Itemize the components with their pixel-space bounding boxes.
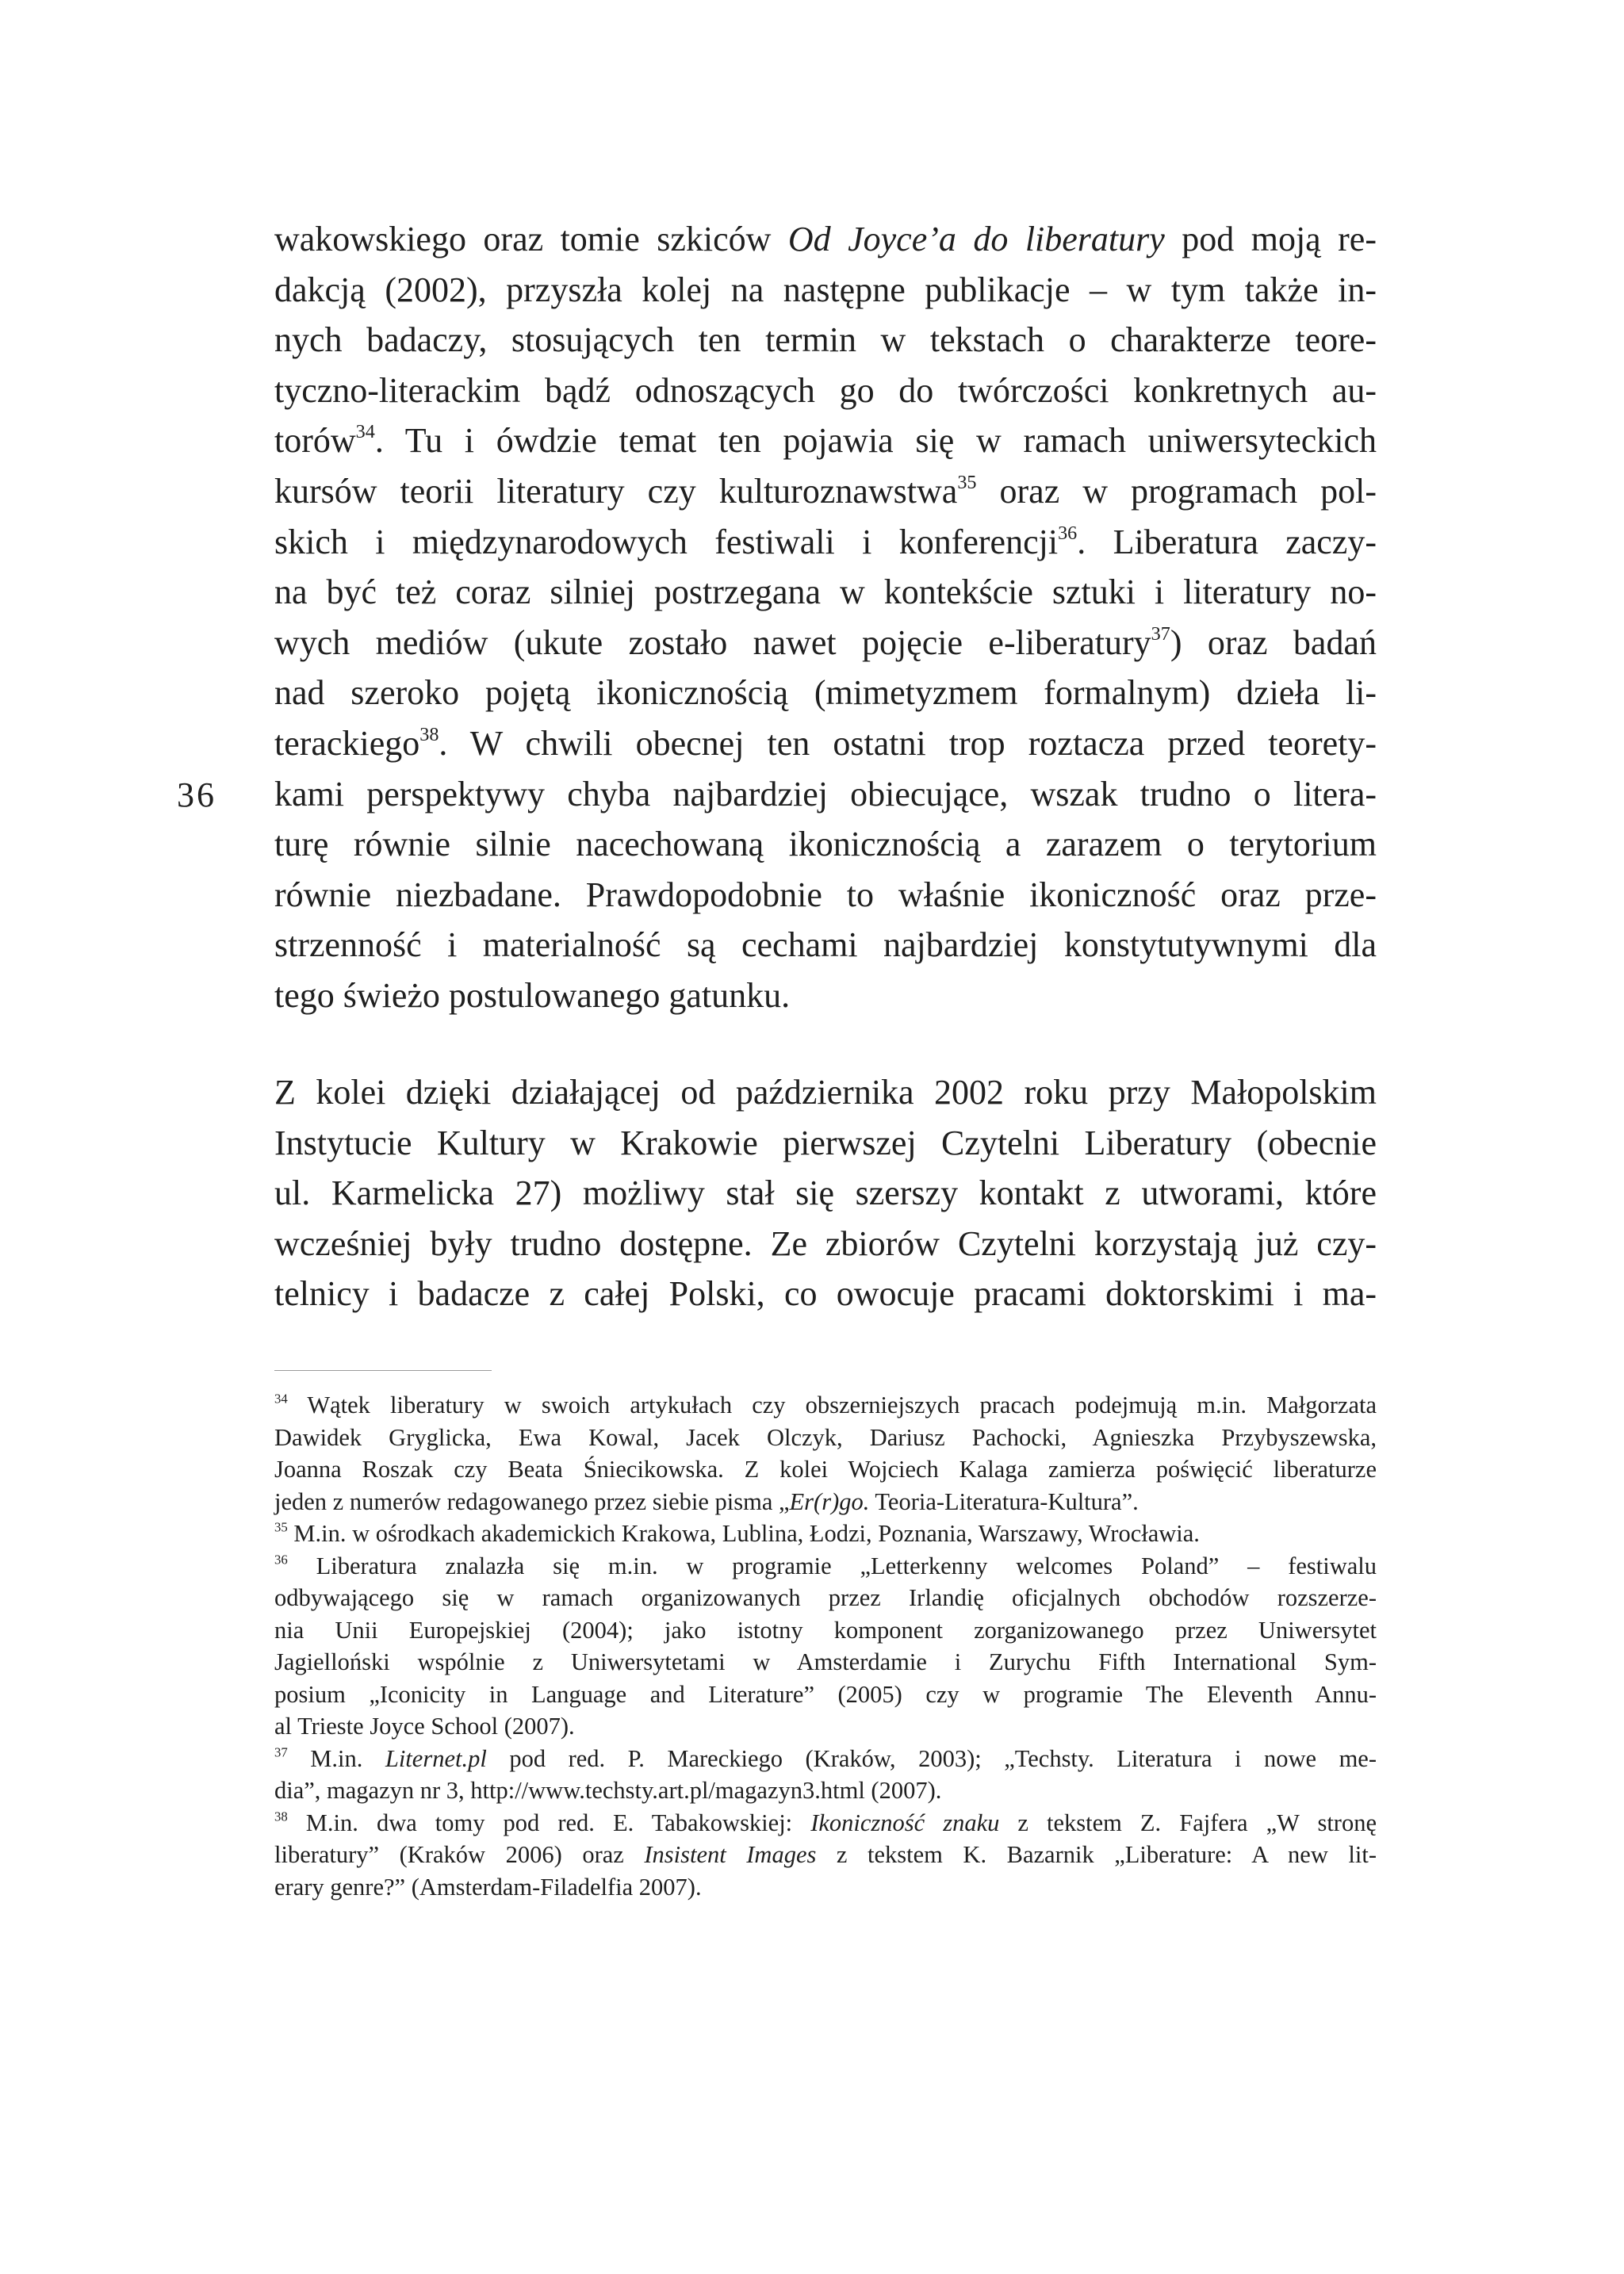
text-line [274,1168,1377,1219]
text-line [274,517,1377,568]
line-text: równie niezbadane. Prawdopodobnie to właśnie ikoniczność oraz prze- [274,875,1377,914]
footnote-number: 34 [274,1391,288,1407]
line-text: M.in. dwa tomy pod red. E. Tabakowskiej: [287,1809,811,1836]
text-line [274,366,1377,416]
line-text: kami perspektywy chyba najbardziej obiecujące, wszak trudno o litera- [274,774,1377,814]
line-text: Joanna Roszak czy Beata Śniecikowska. Z kolei Wojciech Kalaga zamierza poświęcić liberaturze [274,1456,1377,1483]
line-text: odbywającego się w ramach organizowanych przez Irlandię oficjalnych obchodów rozszerze- [274,1584,1377,1611]
line-text: nych badaczy, stosujących ten termin w tekstach o charakterze teore- [274,320,1377,360]
text-line [274,1118,1377,1169]
line-text: Dawidek Gryglicka, Ewa Kowal, Jacek Olczyk, Dariusz Pachocki, Agnieszka Przybyszewska, [274,1423,1377,1451]
footnote-number: 37 [274,1744,288,1759]
line-text: pod red. P. Mareckiego (Kraków, 2003); „Techsty. Literatura i nowe me- [486,1744,1377,1772]
text-line [274,970,1377,1021]
footnote-number: 38 [274,1808,288,1824]
line-text: tego świeżo postulowanego gatunku. [274,975,791,1015]
footnotes [274,1389,1377,1903]
footnote-separator [274,1370,492,1371]
line-text: jeden z numerów redagowanego przez siebie pisma „ [274,1487,790,1515]
text-line [274,870,1377,921]
line-text: z tekstem Z. Fajfera „W stronę [999,1809,1377,1836]
text-line [274,214,1377,265]
line-text: nad szeroko pojętą ikonicznością (mimetyzmem formalnym) dzieła li- [274,673,1377,713]
line-text: liberatury” (Kraków 2006) oraz [274,1841,645,1868]
text-line [274,618,1377,668]
footnote-line [274,1550,1377,1583]
line-text: telnicy i badacze z całej Polski, co owocuje pracami doktorskimi i ma- [274,1274,1377,1314]
line-text: Liberatura znalazła się m.in. w programie „Letterkenny welcomes Poland” – festiwalu [287,1552,1377,1579]
line-text: . W chwili obecnej ten ostatni trop roztacza przed teorety- [439,723,1377,763]
line-text: pod moją re- [1164,220,1377,258]
text-line [274,567,1377,618]
line-text: . Liberatura zaczy- [1077,522,1377,561]
line-text: Jagielloński wspólnie z Uniwersytetami w Amsterdamie i Zurychu Fifth International Sym- [274,1648,1377,1675]
line-text: skich i międzynarodowych festiwali i konferencji [274,522,1059,561]
line-text: Teoria-Literatura-Kultura”. [869,1487,1139,1515]
text-line [274,668,1377,718]
italic-title: Ikoniczność znaku [810,1809,1000,1836]
line-text: Instytucie Kultury w Krakowie pierwszej Czytelni Liberatury (obecnie [274,1123,1377,1162]
footnote-line [274,1614,1377,1647]
italic-title: Od Joyce’a do liberatury [787,220,1165,258]
footnote-reference: 35 [957,471,977,493]
line-text: z tekstem K. Bazarnik „Liberature: A new lit- [816,1841,1377,1868]
line-text: nia Unii Europejskiej (2004); jako istotny komponent zorganizowanego przez Uniwersytet [274,1616,1377,1644]
footnote-line [274,1710,1377,1743]
line-text: strzenność i materialność są cechami najbardziej konstytutywnymi dla [274,925,1377,965]
line-text: M.in. [287,1744,385,1772]
footnote-reference: 36 [1058,522,1078,544]
line-text: Z kolei dzięki działającej od października 2002 roku przy Małopolskim [274,1073,1377,1112]
footnote-line [274,1646,1377,1679]
footnote-line [274,1389,1377,1422]
line-text: . Tu i ówdzie temat ten pojawia się w ramach uniwersyteckich [374,421,1377,461]
line-text: wakowskiego oraz tomie szkiców [274,220,788,258]
footnote-line [274,1422,1377,1454]
text-line [274,718,1377,769]
italic-title: Liternet.pl [385,1744,487,1772]
text-line [274,1219,1377,1269]
text-line [274,920,1377,970]
line-text: posium „Iconicity in Language and Literature” (2005) czy w programie The Eleventh Annu- [274,1680,1377,1708]
text-line [274,466,1377,517]
footnote-line [274,1839,1377,1871]
footnote-line [274,1871,1377,1904]
footnote-reference: 37 [1151,622,1170,645]
text-line [274,415,1377,466]
line-text: dakcją (2002), przyszła kolej na następne publikacje – w tym także in- [274,270,1377,309]
line-text: wcześniej były trudno dostępne. Ze zbiorów Czytelni korzystają już czy- [274,1223,1377,1263]
line-text: M.in. w ośrodkach akademickich Krakowa, Lublina, Łodzi, Poznania, Warszawy, Wrocławia. [287,1520,1200,1547]
line-text: terackiego [274,723,420,763]
footnote-reference: 34 [355,421,375,443]
line-text: turę równie silnie nacechowaną ikonicznością a zarazem o terytorium [274,825,1377,864]
footnote-number: 35 [274,1519,288,1535]
body-paragraph-1 [274,214,1377,1021]
line-text: ) oraz badań [1170,622,1377,662]
page-number: 36 [177,775,216,814]
line-text: dia”, magazyn nr 3, http://www.techsty.art.pl/magazyn3.html (2007). [274,1777,942,1804]
footnote-line [274,1486,1377,1518]
line-text: ul. Karmelicka 27) możliwy stał się szerszy kontakt z utworami, które [274,1173,1377,1213]
body-paragraph-2 [274,1067,1377,1319]
footnote-line [274,1743,1377,1775]
footnote-line [274,1774,1377,1807]
text-line [274,265,1377,316]
line-text: kursów teorii literatury czy kulturoznawstwa [274,471,958,511]
footnote-line [274,1518,1377,1550]
text-line [274,1067,1377,1118]
italic-title: Insistent Images [644,1841,817,1868]
footnote-number: 36 [274,1551,288,1567]
footnote-reference: 38 [419,723,439,745]
footnote-line [274,1453,1377,1486]
text-line [274,769,1377,820]
line-text: na być też coraz silniej postrzegana w kontekście sztuki i literatury no- [274,572,1377,612]
line-text: wych mediów (ukute zostało nawet pojęcie e-liberatury [274,622,1151,662]
footnote-line [274,1679,1377,1711]
line-text: torów [274,421,356,461]
text-line [274,315,1377,366]
footnote-line [274,1807,1377,1839]
line-text: al Trieste Joyce School (2007). [274,1713,575,1740]
italic-title: Er(r)go. [789,1487,870,1515]
line-text: oraz w programach pol- [976,471,1377,511]
line-text: Wątek liberatury w swoich artykułach czy obszerniejszych pracach podejmują m.in. Małgorzata [287,1392,1377,1418]
text-line [274,819,1377,870]
text-line [274,1269,1377,1319]
footnote-line [274,1582,1377,1614]
line-text: tyczno-literackim bądź odnoszących go do twórczości konkretnych au- [274,370,1377,410]
line-text: erary genre?” (Amsterdam-Filadelfia 2007). [274,1873,702,1901]
